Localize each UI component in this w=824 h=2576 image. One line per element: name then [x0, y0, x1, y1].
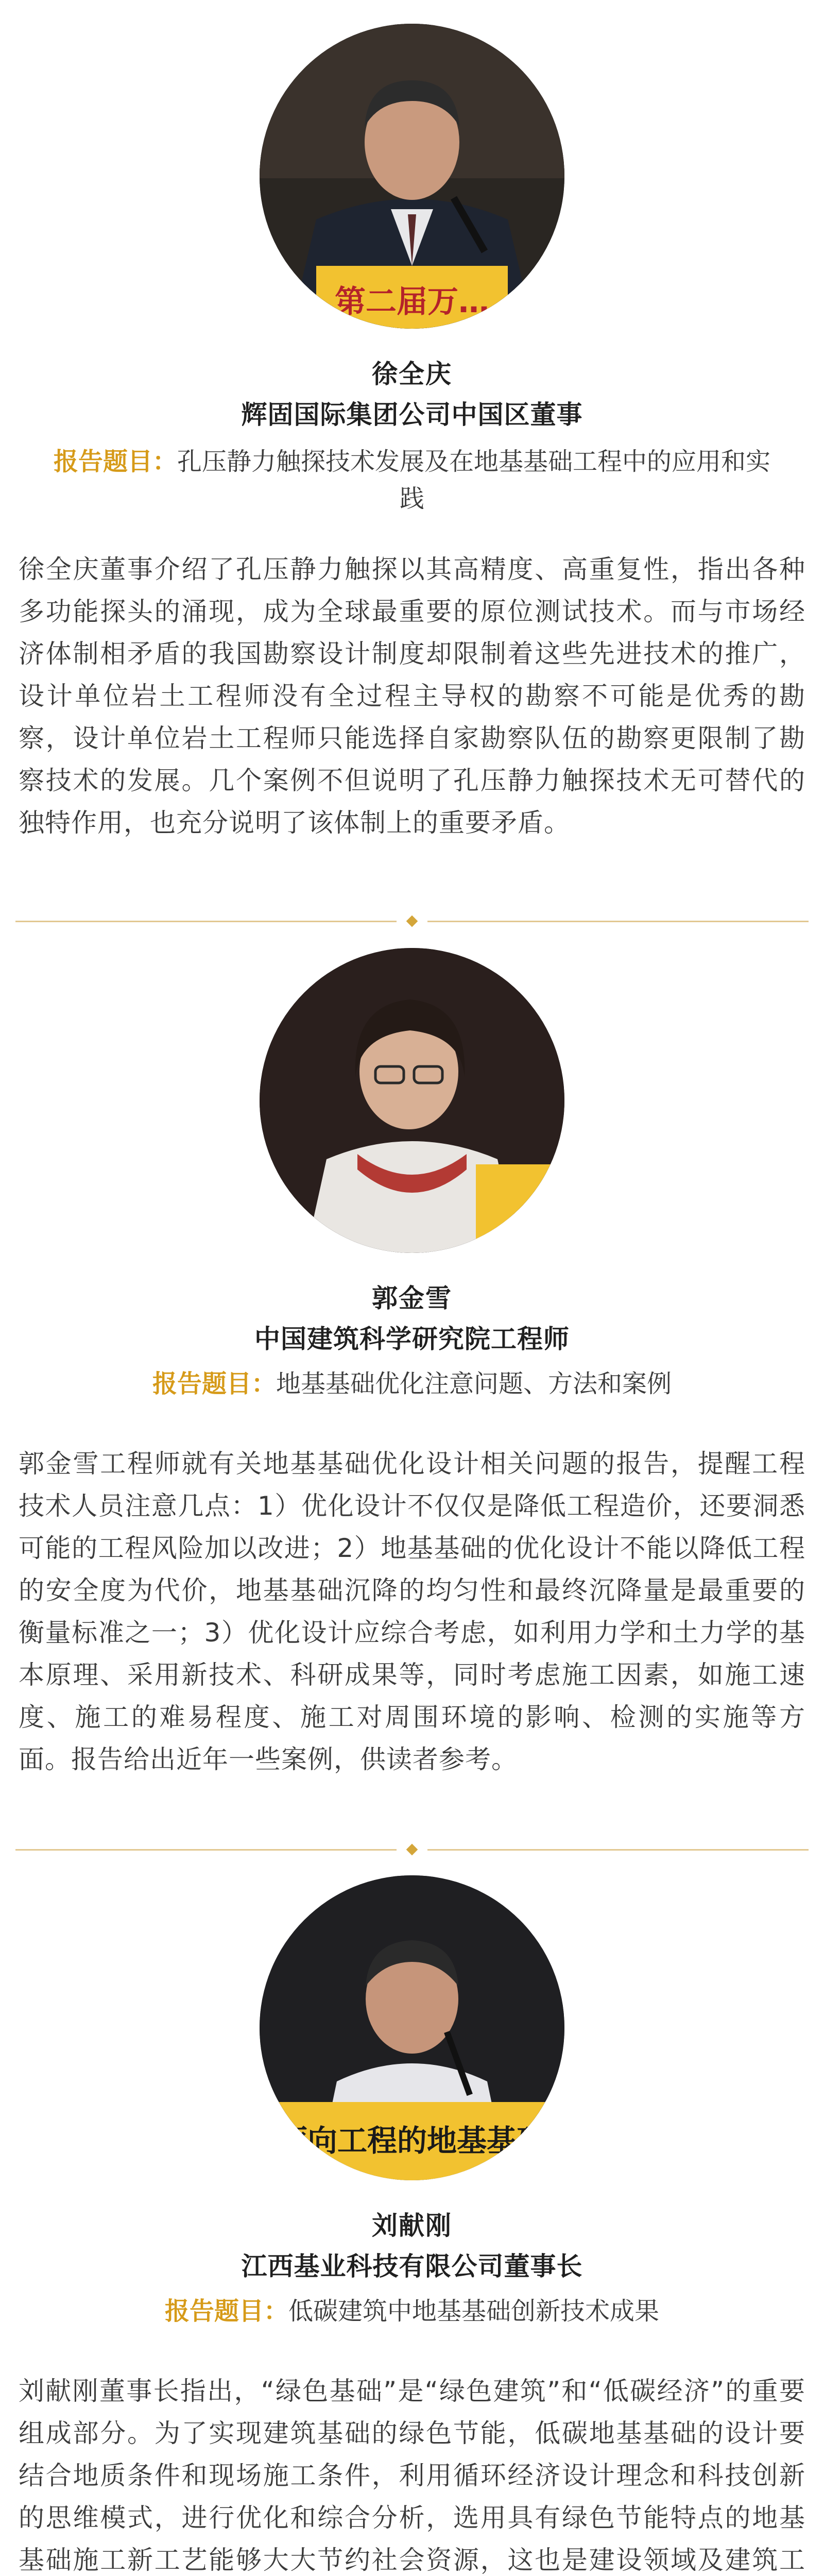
speaker-org-3: 江西基业科技有限公司董事长 [241, 2251, 583, 2281]
speaker-photo-2 [260, 948, 564, 1253]
speaker-photo-1-banner-text: 第二届万… [335, 284, 489, 320]
speaker-org-2: 中国建筑科学研究院工程师 [254, 1324, 570, 1354]
speaker-photo-3-banner-text: 面向工程的地基基础 [277, 2123, 547, 2158]
divider-diamond-icon [406, 1844, 418, 1856]
speaker-topic-3 [41, 2293, 783, 2330]
topic-label-2: 报告题目： [152, 1369, 276, 1398]
topic-title-3: 低碳建筑中地基基础创新技术成果 [288, 2297, 660, 2326]
speaker-photo-1-image [260, 24, 564, 329]
speaker-description-3: 刘献刚董事长指出，“绿色基础”是“绿色建筑”和“低碳经济”的重要组成部分。为了实现建筑基础的绿色节能，低碳地基基础的设计要结合地质条件和现场施工条件，利用循环经济设计理念和科技创新的思维模式，进行优化和综合分析，选用具有绿色节能特点的地基基础施工新工艺能够大大节约社会资源，这也是建设领域及建筑工 [19, 2376, 805, 2575]
speaker-photo-3-image [260, 1875, 564, 2180]
speaker-org-1: 辉固国际集团公司中国区董事 [241, 400, 583, 430]
speaker-section-2 [0, 927, 824, 1844]
speaker-name-1: 徐全庆 [372, 359, 452, 389]
topic-title-1: 孔压静力触探技术发展及在地基基础工程中的应用和实践 [177, 447, 771, 513]
topic-label-1: 报告题目： [53, 447, 177, 476]
speaker-photo-1 [260, 24, 564, 329]
speaker-photo-3 [260, 1875, 564, 2180]
speaker-topic-2 [41, 1365, 783, 1402]
speaker-description-1: 徐全庆董事介绍了孔压静力触探以其高精度、高重复性，指出各种多功能探头的涌现，成为全球最重要的原位测试技术。而与市场经济体制相矛盾的我国勘察设计制度却限制着这些先进技术的推广，设计单位岩土工程师没有全过程主导权的勘察不可能是优秀的勘察，设计单位岩土工程师只能选择自家勘察队伍的勘察更限制了勘察技术的发展。几个案例不但说明了孔压静力触探技术无可替代的独特作用，也充分说明了该体制上的重要矛盾。 [19, 554, 805, 838]
speaker-section-3 [0, 1855, 824, 2576]
speaker-name-2: 郭金雪 [372, 1283, 452, 1313]
topic-label-3: 报告题目： [164, 2297, 288, 2326]
section-divider-1 [0, 916, 824, 926]
speaker-section-1 [0, 0, 824, 917]
divider-diamond-icon [406, 916, 418, 927]
section-divider-2 [0, 1844, 824, 1855]
speaker-name-3: 刘献刚 [372, 2211, 452, 2241]
speaker-topic-1 [41, 443, 783, 517]
speaker-description-2: 郭金雪工程师就有关地基基础优化设计相关问题的报告，提醒工程技术人员注意几点：1）优化设计不仅仅是降低工程造价，还要洞悉可能的工程风险加以改进；2）地基基础的优化设计不能以降低工程的安全度为代价，地基基础沉降的均匀性和最终沉降量是最重要的衡量标准之一；3）优化设计应综合考虑，如利用力学和土力学的基本原理、采用新技术、科研成果等，同时考虑施工因素，如施工速度、施工的难易程度、施工对周围环境的影响、检测的实施等方面。报告给出近年一些案例，供读者参考。 [19, 1449, 805, 1774]
topic-title-2: 地基基础优化注意问题、方法和案例 [276, 1369, 672, 1398]
speaker-photo-2-image [260, 948, 564, 1253]
